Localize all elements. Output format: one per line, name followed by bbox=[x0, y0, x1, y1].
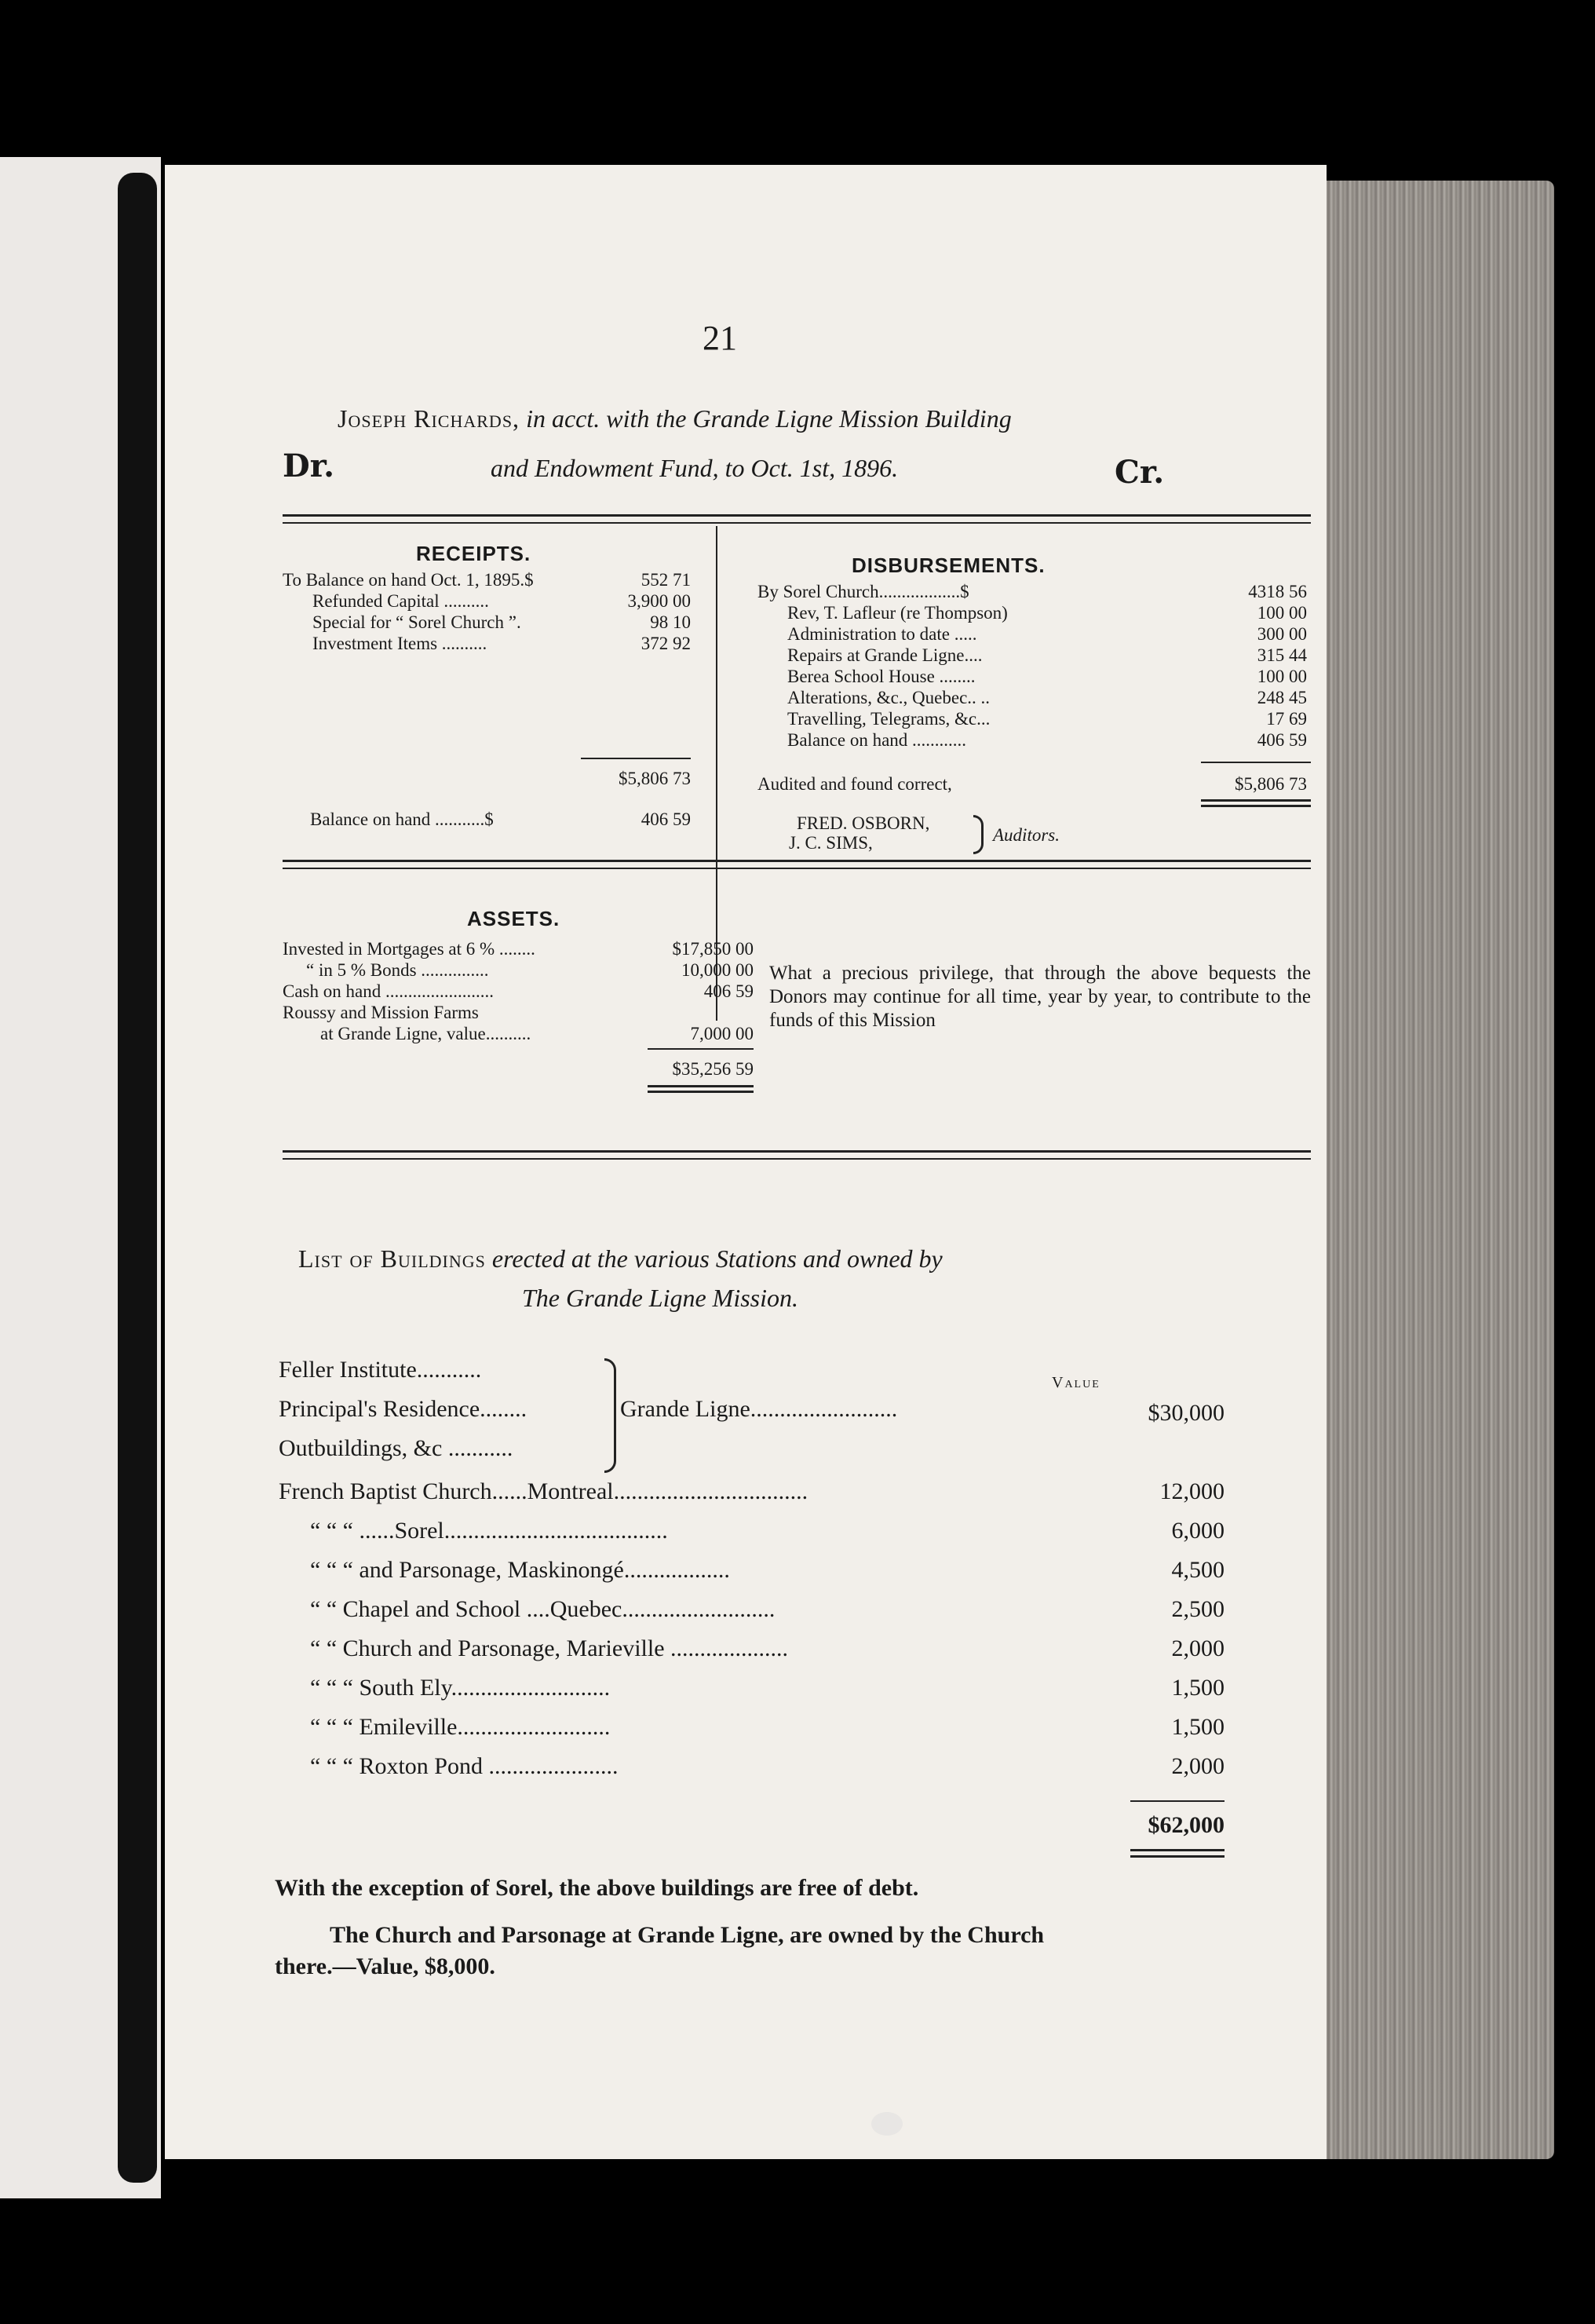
table-row: “ “ “ and Parsonage, Maskinongé.................. 4,500 bbox=[310, 1557, 1225, 1583]
page-number: 21 bbox=[703, 319, 737, 357]
receipts-total: $5,806 73 bbox=[619, 769, 691, 788]
debit-label: Dr. bbox=[283, 448, 335, 484]
table-row: “ “ “ ......Sorel...................................... 6,000 bbox=[310, 1518, 1225, 1544]
buildings-title-smallcaps: List of Buildings bbox=[298, 1244, 486, 1273]
disbursements-heading: DISBURSEMENTS. bbox=[852, 554, 1046, 577]
mid-rule bbox=[283, 860, 1311, 862]
buildings-table bbox=[279, 1472, 1225, 1786]
disbursement-row: Berea School House ........ 100 00 bbox=[787, 667, 1307, 686]
header-line-1-rest: in acct. with the Grande Ligne Mission Building bbox=[526, 404, 1012, 433]
buildings-title-line-2: The Grande Ligne Mission. bbox=[522, 1284, 798, 1312]
top-rule-2 bbox=[283, 522, 1311, 524]
assets-sum-rule bbox=[648, 1048, 754, 1050]
auditor-1: FRED. OSBORN, bbox=[797, 813, 930, 833]
footer-line-3: there.—Value, $8,000. bbox=[275, 1953, 495, 1979]
disbursement-row: Rev, T. Lafleur (re Thompson) 100 00 bbox=[787, 603, 1307, 623]
value-header: Value bbox=[1052, 1374, 1100, 1391]
bottom-rule bbox=[283, 1150, 1311, 1153]
disbursement-row: Balance on hand ............ 406 59 bbox=[787, 730, 1307, 750]
receipts-balance-row bbox=[310, 809, 691, 830]
receipt-row: Special for “ Sorel Church ”. 98 10 bbox=[312, 612, 691, 632]
footer-line-1: With the exception of Sorel, the above buildings are free of debt. bbox=[275, 1875, 919, 1901]
buildings-title-line-1 bbox=[298, 1244, 943, 1273]
asset-row: Cash on hand ........................ 406 59 bbox=[283, 981, 754, 1001]
list-item: Principal's Residence........ bbox=[279, 1396, 527, 1422]
table-row: “ “ “ Emileville.......................... 1,500 bbox=[310, 1714, 1225, 1740]
receipts-balance-label: Balance on hand ...........$ bbox=[310, 809, 494, 829]
receipts-list bbox=[283, 569, 691, 654]
audit-row bbox=[757, 773, 1307, 795]
asset-row: “ in 5 % Bonds ............... 10,000 00 bbox=[306, 960, 754, 980]
disbursements-double-rule bbox=[1201, 799, 1311, 802]
receipt-row: Investment Items .......... 372 92 bbox=[312, 634, 691, 653]
table-row: French Baptist Church......Montreal................................. 12,000 bbox=[279, 1478, 1225, 1504]
asset-row: Roussy and Mission Farms bbox=[283, 1003, 479, 1022]
auditor-brace bbox=[973, 815, 984, 854]
grande-ligne-value: $30,000 bbox=[1148, 1400, 1225, 1426]
credit-label: Cr. bbox=[1115, 454, 1165, 491]
mid-rule-2 bbox=[283, 868, 1311, 869]
buildings-title-italic: erected at the various Stations and owned by bbox=[491, 1244, 943, 1273]
asset-row: at Grande Ligne, value.......... 7,000 00 bbox=[320, 1024, 754, 1043]
receipt-row: To Balance on hand Oct. 1, 1895.$ 552 71 bbox=[283, 570, 691, 590]
list-item: Outbuildings, &c ........... bbox=[279, 1435, 513, 1461]
header-line-1 bbox=[338, 404, 1279, 433]
table-row: “ “ Church and Parsonage, Marieville .................... 2,000 bbox=[310, 1635, 1225, 1661]
debris-mark bbox=[871, 2112, 903, 2136]
audit-statement: Audited and found correct, bbox=[757, 774, 952, 794]
header-line-2: and Endowment Fund, to Oct. 1st, 1896. bbox=[491, 454, 899, 482]
table-row: “ “ “ Roxton Pond ...................... 2,000 bbox=[310, 1753, 1225, 1779]
grande-ligne-brace bbox=[604, 1358, 616, 1473]
assets-double-rule-2 bbox=[648, 1091, 754, 1093]
bottom-rule-2 bbox=[283, 1158, 1311, 1160]
account-holder: Joseph Richards, bbox=[338, 404, 520, 433]
assets-double-rule bbox=[648, 1085, 754, 1087]
table-row: “ “ “ South Ely........................... 1,500 bbox=[310, 1675, 1225, 1701]
disbursements-total: $5,806 73 bbox=[1235, 774, 1307, 794]
assets-list bbox=[283, 938, 754, 1044]
disbursement-row: Administration to date ..... 300 00 bbox=[787, 624, 1307, 644]
table-row: “ “ Chapel and School ....Quebec.......................... 2,500 bbox=[310, 1596, 1225, 1622]
disbursements-sum-rule bbox=[1201, 762, 1311, 763]
assets-heading: ASSETS. bbox=[467, 907, 560, 930]
receipts-sum-rule bbox=[581, 758, 691, 759]
disbursement-row: By Sorel Church..................$ 4318 56 bbox=[757, 582, 1307, 601]
receipts-heading: RECEIPTS. bbox=[416, 542, 531, 565]
asset-row: Invested in Mortgages at 6 % ........ $17,850 00 bbox=[283, 939, 754, 959]
buildings-double-rule-2 bbox=[1130, 1855, 1225, 1858]
disbursements-double-rule-2 bbox=[1201, 805, 1311, 807]
list-item: Feller Institute........... bbox=[279, 1357, 482, 1383]
auditor-2: J. C. SIMS, bbox=[789, 833, 873, 853]
top-rule bbox=[283, 514, 1311, 517]
grande-ligne-items bbox=[279, 1350, 608, 1468]
disbursements-list bbox=[757, 581, 1307, 751]
disbursement-row: Travelling, Telegrams, &c... 17 69 bbox=[787, 709, 1307, 729]
page-edges bbox=[1327, 181, 1554, 2159]
document-page bbox=[165, 165, 1327, 2159]
disbursement-row: Alterations, &c., Quebec.. .. 248 45 bbox=[787, 688, 1307, 707]
receipts-balance-amount: 406 59 bbox=[641, 809, 691, 829]
disbursement-row: Repairs at Grande Ligne.... 315 44 bbox=[787, 645, 1307, 665]
footer-line-2: The Church and Parsonage at Grande Ligne, are owned by the Church bbox=[330, 1922, 1045, 1948]
buildings-sum-rule bbox=[1130, 1800, 1225, 1802]
buildings-double-rule bbox=[1130, 1849, 1225, 1851]
book-spine bbox=[118, 173, 157, 2183]
grande-ligne-label: Grande Ligne......................... bbox=[620, 1396, 898, 1422]
receipt-row: Refunded Capital .......... 3,900 00 bbox=[312, 591, 691, 611]
buildings-total: $62,000 bbox=[1148, 1812, 1225, 1838]
assets-total: $35,256 59 bbox=[672, 1059, 754, 1079]
privilege-note: What a precious privilege, that through the above bequests the Donors may continue for all time, year by year, to contribute to the funds of this Mission bbox=[769, 963, 1311, 1031]
auditors-label: Auditors. bbox=[993, 825, 1060, 845]
